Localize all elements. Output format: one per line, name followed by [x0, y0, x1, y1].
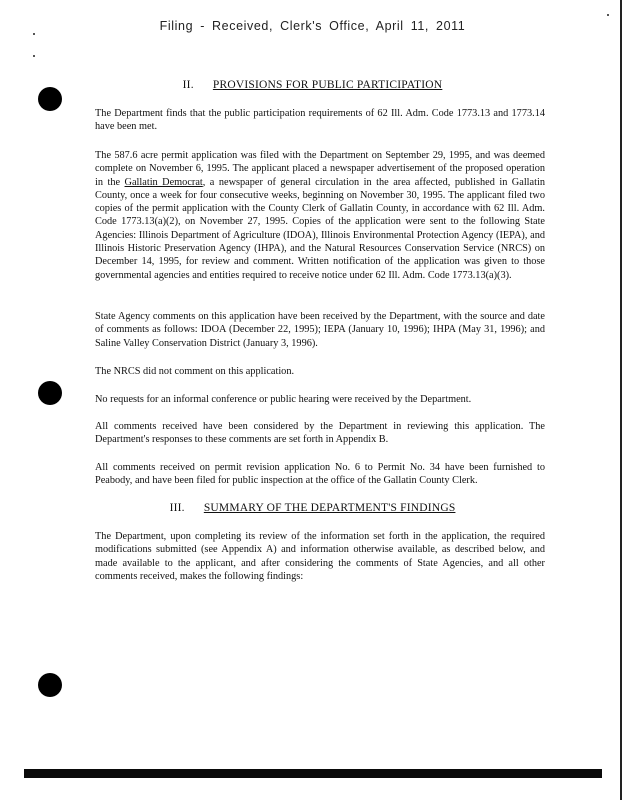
- punch-hole-bottom: [38, 673, 62, 697]
- paragraph-requirements-met: The Department finds that the public participation requirements of 62 Ill. Adm. Code 1773.13 and 1773.14 have been met.: [95, 108, 545, 133]
- section-2-number: II.: [182, 79, 194, 91]
- paragraph-findings-intro: The Department, upon completing its review of the information set forth in the application, the required modifications submitted (see Appendix A) and information otherwise available, as described below, and made available to the applicant, and after considering the comments of State Agencies, and all other comments received, makes the following findings:: [95, 531, 545, 582]
- scan-speck: [33, 33, 35, 35]
- paragraph-agency-comments: State Agency comments on this application have been received by the Department, with the source and date of comments as follows: IDOA (December 22, 1995); IEPA (January 10, 1996); IHPA (May 31, 1996); and Saline Valley Conservation District (January 3, 1996).: [95, 311, 545, 349]
- newspaper-name: Gallatin Democrat: [124, 176, 203, 188]
- punch-hole-middle: [38, 381, 62, 405]
- section-2-heading: [0, 79, 625, 91]
- scan-speck: [33, 55, 35, 57]
- scan-bottom-bar: [24, 769, 602, 778]
- paragraph-application-filing: [95, 149, 545, 282]
- paragraph-text: , a newspaper of general circulation in the area affected, published in Gallatin County, once a week for four consecutive weeks, beginning on November 30, 1995. The applicant filed two copies of the permit application with the County Clerk of Gallatin County, in accordance with 62 Ill. Adm. Code 1773.13(a)(2), on November 27, 1995. Copies of the application were sent to the following State Agencies: Illinois Department of Agriculture (IDOA), Illinois Environmental Protection Agency (IEPA), and Illinois Historic Preservation Agency (IHPA), and the Natural Resources Conservation Service (NRCS) on December 14, 1995, for review and comment. Written notification of the application was given to those governmental agencies and entities required to receive notice under 62 Ill. Adm. Code 1773.13(a)(3).: [95, 176, 545, 281]
- section-3-number: III.: [169, 502, 185, 514]
- filing-stamp-header: Filing - Received, Clerk's Office, April 11, 2011: [159, 19, 466, 33]
- section-3-heading: [0, 502, 625, 514]
- paragraph-text: The 587.6 acre permit application was filed with the Department on September 29, 1995, and was deemed complete on November 6, 1995. The applicant placed a newspaper advertisement of the proposed operation in the: [95, 150, 545, 188]
- paragraph-nrcs: The NRCS did not comment on this application.: [95, 366, 295, 377]
- scan-speck: [607, 14, 609, 16]
- section-2-title: PROVISIONS FOR PUBLIC PARTICIPATION: [212, 79, 443, 91]
- section-3-title: SUMMARY OF THE DEPARTMENT'S FINDINGS: [203, 502, 456, 514]
- paragraph-comments-furnished: All comments received on permit revision application No. 6 to Permit No. 34 have been furnished to Peabody, and have been filed for public inspection at the office of the Gallatin County Clerk.: [95, 462, 545, 487]
- paragraph-comments-considered: All comments received have been considered by the Department in reviewing this application. The Department's responses to these comments are set forth in Appendix B.: [95, 421, 545, 446]
- scan-edge-line: [620, 0, 622, 800]
- paragraph-no-hearing: No requests for an informal conference or public hearing were received by the Department.: [95, 394, 472, 405]
